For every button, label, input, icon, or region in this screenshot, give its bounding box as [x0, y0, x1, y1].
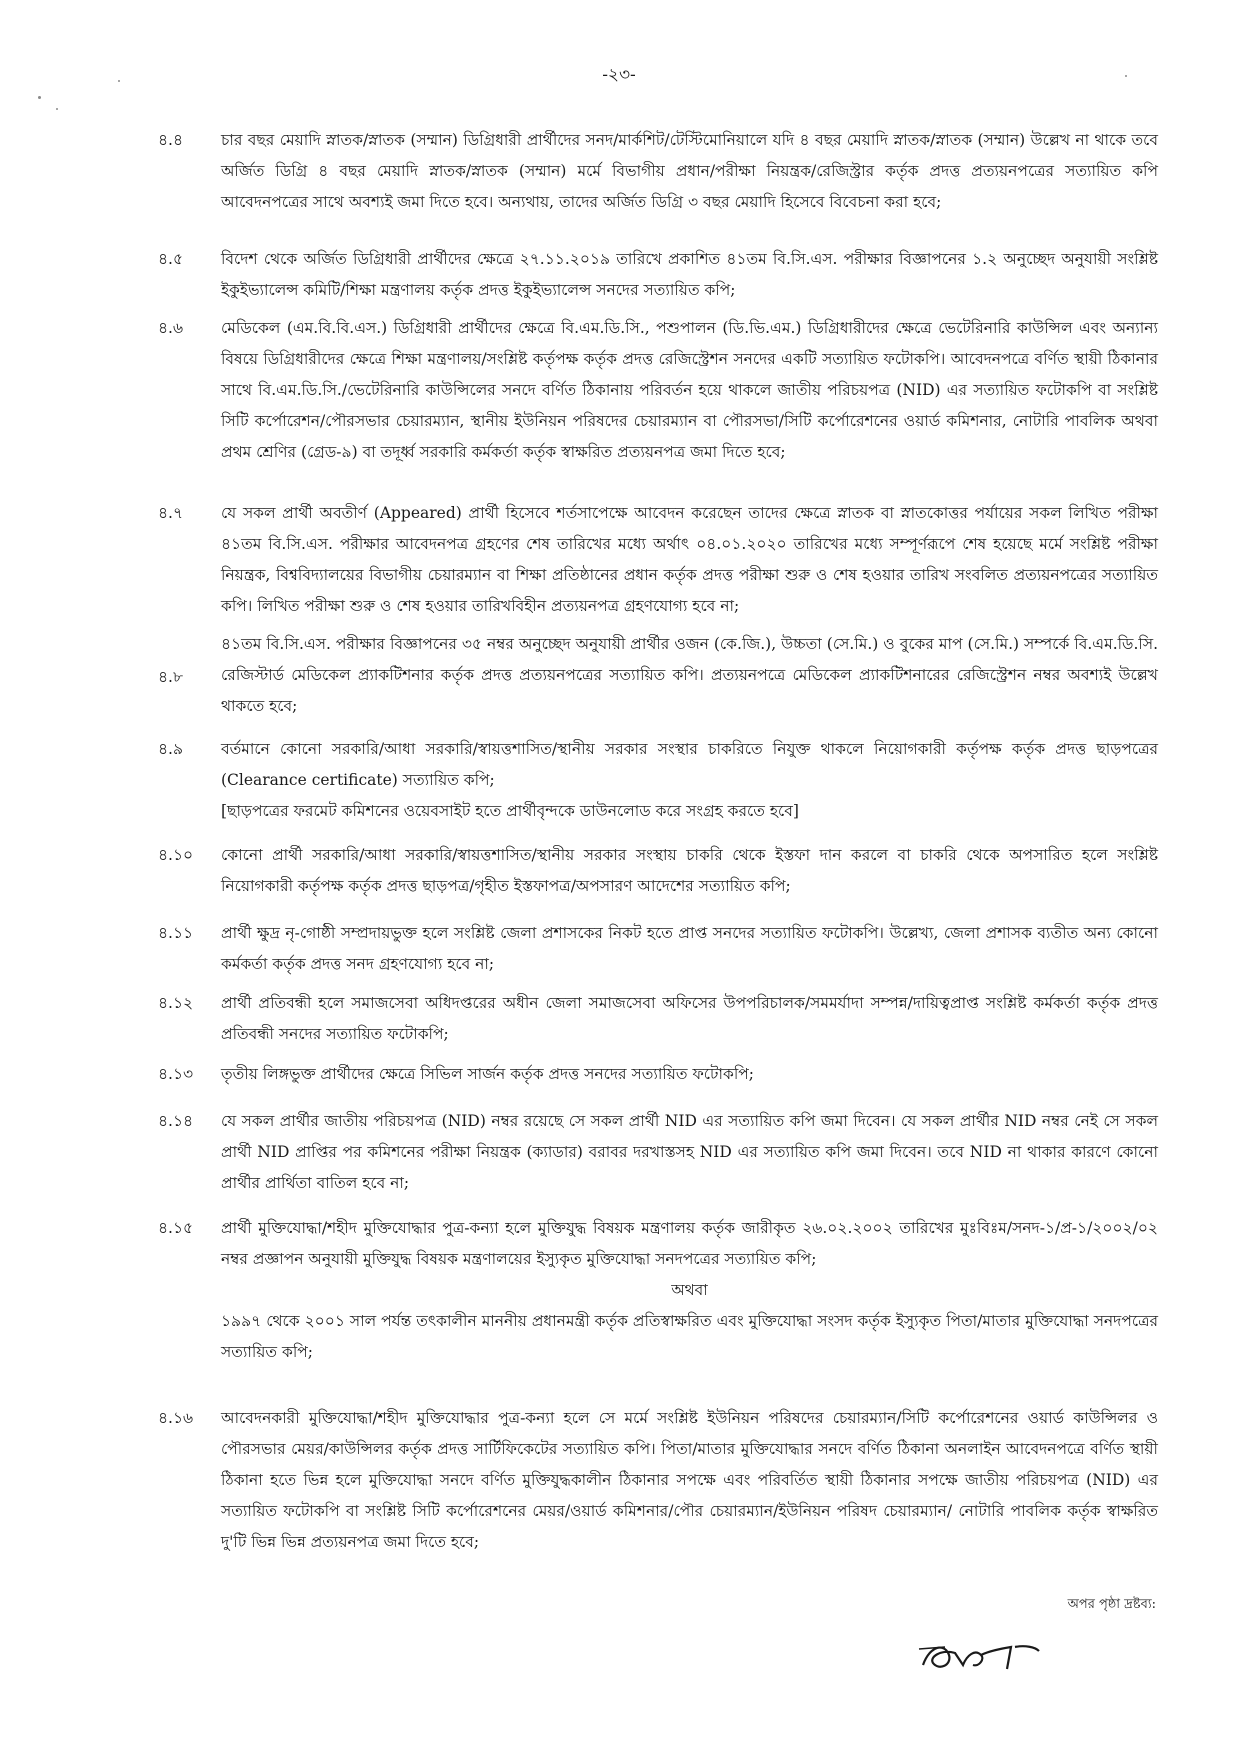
item-text: প্রার্থী প্রতিবন্ধী হলে সমাজসেবা অধিদপ্তরের অধীন জেলা সমাজসেবা অফিসের উপপরিচালক/সমমর্যাদা সম্পন্ন/দায়িত্বপ্রাপ্ত সংশ্লিষ্ট কর্মকর্তা কর্তৃক প্রদত্ত প্রতিবন্ধী সনদের সত্যায়িত ফটোকপি; [221, 994, 1158, 1043]
item-text: যে সকল প্রার্থীর জাতীয় পরিচয়পত্র (NID) নম্বর রয়েছে সে সকল প্রার্থী NID এর সত্যায়িত কপি জমা দিবেন। যে সকল প্রার্থীর NID নম্বর নেই সে সকল প্রার্থী NID প্রাপ্তির পর কমিশনের পরীক্ষা নিয়ন্ত্রক (ক্যাডার) বরাবর দরখাস্তসহ NID এর সত্যায়িত কপি জমা দিবেন। তবে NID না থাকার কারণে কোনো প্রার্থীর প্রার্থিতা বাতিল হবে না; [221, 1112, 1158, 1192]
scan-speck [118, 80, 120, 82]
scan-speck [56, 108, 58, 110]
page-number: -২৩- [602, 65, 636, 85]
item-number: ৪.১৫ [158, 1219, 194, 1237]
signature-icon [915, 1625, 1055, 1685]
item-number: ৪.১১ [158, 924, 194, 942]
item-number: ৪.১০ [158, 846, 194, 864]
item-number: ৪.৫ [158, 250, 184, 268]
list-item [158, 1106, 1158, 1199]
item-number: ৪.৭ [158, 504, 184, 522]
list-item [158, 1213, 1158, 1368]
or-separator: অথবা [671, 1281, 708, 1299]
item-number: ৪.৯ [158, 740, 184, 758]
list-item [158, 1403, 1158, 1558]
list-item [158, 313, 1158, 468]
item-text: বিদেশ থেকে অর্জিত ডিগ্রিধারী প্রার্থীদের ক্ষেত্রে ২৭.১১.২০১৯ তারিখে প্রকাশিত ৪১তম বি.সি.এস. পরীক্ষার বিজ্ঞাপনের ১.২ অনুচ্ছেদ অনুযায়ী সংশ্লিষ্ট ইকুইভ্যালেন্স কমিটি/শিক্ষা মন্ত্রণালয় কর্তৃক প্রদত্ত ইকুইভ্যালেন্স সনদের সত্যায়িত কপি; [221, 250, 1158, 299]
item-text: প্রার্থী ক্ষুদ্র নৃ-গোষ্ঠী সম্প্রদায়ভুক্ত হলে সংশ্লিষ্ট জেলা প্রশাসকের নিকট হতে প্রাপ্ত সনদের সত্যায়িত ফটোকপি। উল্লেখ্য, জেলা প্রশাসক ব্যতীত অন্য কোনো কর্মকর্তা কর্তৃক প্রদত্ত সনদ গ্রহণযোগ্য হবে না; [221, 924, 1158, 973]
list-item [158, 498, 1158, 622]
list-item [158, 244, 1158, 306]
list-item [158, 125, 1158, 218]
item-number: ৪.৪ [158, 131, 184, 149]
item-note: [ছাড়পত্রের ফরমেট কমিশনের ওয়েবসাইট হতে প্রার্থীবৃন্দকে ডাউনলোড করে সংগ্রহ করতে হবে] [221, 802, 799, 820]
item-text: কোনো প্রার্থী সরকারি/আধা সরকারি/স্বায়ত্তশাসিত/স্থানীয় সরকার সংস্থায় চাকরি থেকে ইস্তফা দান করলে বা চাকরি থেকে অপসারিত হলে সংশ্লিষ্ট নিয়োগকারী কর্তৃপক্ষ কর্তৃক প্রদত্ত ছাড়পত্র/গৃহীত ইস্তফাপত্র/অপসারণ আদেশের সত্যায়িত কপি; [221, 846, 1158, 895]
list-item [158, 629, 1158, 722]
item-number: ৪.৬ [158, 319, 184, 337]
item-text: ৪১তম বি.সি.এস. পরীক্ষার বিজ্ঞাপনের ৩৫ নম্বর অনুচ্ছেদ অনুযায়ী প্রার্থীর ওজন (কে.জি.), উচ্চতা (সে.মি.) ও বুকের মাপ (সে.মি.) সম্পর্কে বি.এম.ডি.সি. রেজিস্টার্ড মেডিকেল প্র্যাকটিশনার কর্তৃক প্রদত্ত প্রত্যয়নপত্রের সত্যায়িত কপি। প্রত্যয়নপত্রে মেডিকেল প্র্যাকটিশনারের রেজিস্ট্রেশন নম্বর অবশ্যই উল্লেখ থাকতে হবে; [221, 635, 1158, 715]
item-text: মেডিকেল (এম.বি.বি.এস.) ডিগ্রিধারী প্রার্থীদের ক্ষেত্রে বি.এম.ডি.সি., পশুপালন (ডি.ভি.এম.) ডিগ্রিধারীদের ক্ষেত্রে ভেটেরিনারি কাউন্সিল এবং অন্যান্য বিষয়ে ডিগ্রিধারীদের ক্ষেত্রে শিক্ষা মন্ত্রণালয়/সংশ্লিষ্ট কর্তৃপক্ষ কর্তৃক প্রদত্ত রেজিস্ট্রেশন সনদের একটি সত্যায়িত ফটোকপি। আবেদনপত্রে বর্ণিত স্থায়ী ঠিকানার সাথে বি.এম.ডি.সি./ভেটেরিনারি কাউন্সিলের সনদে বর্ণিত ঠিকানায় পরিবর্তন হয়ে থাকলে জাতীয় পরিচয়পত্র (NID) এর সত্যায়িত ফটোকপি বা সংশ্লিষ্ট সিটি কর্পোরেশন/পৌরসভার চেয়ারম্যান, স্থানীয় ইউনিয়ন পরিষদের চেয়ারম্যান বা পৌরসভা/সিটি কর্পোরেশনের ওয়ার্ড কমিশনার, নোটারি পাবলিক অথবা প্রথম শ্রেণির (গ্রেড-৯) বা তদূর্ধ্ব সরকারি কর্মকর্তা কর্তৃক স্বাক্ষরিত প্রত্যয়নপত্র জমা দিতে হবে; [221, 319, 1158, 461]
item-text: প্রার্থী মুক্তিযোদ্ধা/শহীদ মুক্তিযোদ্ধার পুত্র-কন্যা হলে মুক্তিযুদ্ধ বিষয়ক মন্ত্রণালয় কর্তৃক জারীকৃত ২৬.০২.২০০২ তারিখের মুঃবিঃম/সনদ-১/প্র-১/২০০২/০২ নম্বর প্রজ্ঞাপন অনুযায়ী মুক্তিযুদ্ধ বিষয়ক মন্ত্রণালয়ের ইস্যুকৃত মুক্তিযোদ্ধা সনদপত্রের সত্যায়িত কপি; [221, 1219, 1158, 1268]
scan-speck [1125, 75, 1127, 77]
item-number: ৪.১২ [158, 994, 194, 1012]
scan-speck [38, 96, 41, 99]
item-alt-text: ১৯৯৭ থেকে ২০০১ সাল পর্যন্ত তৎকালীন মাননীয় প্রধানমন্ত্রী কর্তৃক প্রতিস্বাক্ষরিত এবং মুক্তিযোদ্ধা সংসদ কর্তৃক ইস্যুকৃত পিতা/মাতার মুক্তিযোদ্ধা সনদপত্রের সত্যায়িত কপি; [221, 1312, 1158, 1361]
item-text: চার বছর মেয়াদি স্নাতক/স্নাতক (সম্মান) ডিগ্রিধারী প্রার্থীদের সনদ/মার্কশিট/টেস্টিমোনিয়ালে যদি ৪ বছর মেয়াদি স্নাতক/স্নাতক (সম্মান) উল্লেখ না থাকে তবে অর্জিত ডিগ্রি ৪ বছর মেয়াদি স্নাতক/স্নাতক (সম্মান) মর্মে বিভাগীয় প্রধান/পরীক্ষা নিয়ন্ত্রক/রেজিস্ট্রার কর্তৃক প্রদত্ত প্রত্যয়নপত্রের সত্যায়িত কপি আবেদনপত্রের সাথে অবশ্যই জমা দিতে হবে। অন্যথায়, তাদের অর্জিত ডিগ্রি ৩ বছর মেয়াদি হিসেবে বিবেচনা করা হবে; [221, 131, 1158, 211]
list-item [158, 918, 1158, 980]
list-item [158, 840, 1158, 902]
item-text: আবেদনকারী মুক্তিযোদ্ধা/শহীদ মুক্তিযোদ্ধার পুত্র-কন্যা হলে সে মর্মে সংশ্লিষ্ট ইউনিয়ন পরিষদের চেয়ারম্যান/সিটি কর্পোরেশনের ওয়ার্ড কাউন্সিলর ও পৌরসভার মেয়র/কাউন্সিলর কর্তৃক প্রদত্ত সার্টিফিকেটের সত্যায়িত কপি। পিতা/মাতার মুক্তিযোদ্ধার সনদে বর্ণিত ঠিকানা অনলাইন আবেদনপত্রে বর্ণিত স্থায়ী ঠিকানা হতে ভিন্ন হলে মুক্তিযোদ্ধা সনদে বর্ণিত মুক্তিযুদ্ধকালীন ঠিকানার সপক্ষে এবং পরিবর্তিত স্থায়ী ঠিকানার সপক্ষে জাতীয় পরিচয়পত্র (NID) এর সত্যায়িত ফটোকপি বা সংশ্লিষ্ট সিটি কর্পোরেশনের মেয়র/ওয়ার্ড কমিশনার/পৌর চেয়ারম্যান/ইউনিয়ন পরিষদ চেয়ারম্যান/ নোটারি পাবলিক কর্তৃক স্বাক্ষরিত দু'টি ভিন্ন ভিন্ন প্রত্যয়নপত্র জমা দিতে হবে; [221, 1409, 1158, 1551]
item-number: ৪.১৩ [158, 1065, 194, 1083]
list-item [158, 1059, 1158, 1090]
item-text: তৃতীয় লিঙ্গভুক্ত প্রার্থীদের ক্ষেত্রে সিভিল সার্জন কর্তৃক প্রদত্ত সনদের সত্যায়িত ফটোকপি; [221, 1065, 754, 1083]
item-number: ৪.৮ [158, 668, 184, 686]
list-item [158, 734, 1158, 827]
continued-note: অপর পৃষ্ঠা দ্রষ্টব্য: [1067, 1597, 1156, 1612]
list-item [158, 988, 1158, 1050]
item-text: বর্তমানে কোনো সরকারি/আধা সরকারি/স্বায়ত্তশাসিত/স্থানীয় সরকার সংস্থার চাকরিতে নিযুক্ত থাকলে নিয়োগকারী কর্তৃপক্ষ কর্তৃক প্রদত্ত ছাড়পত্রের (Clearance certificate) সত্যায়িত কপি; [221, 740, 1158, 789]
item-number: ৪.১৬ [158, 1409, 194, 1427]
item-number: ৪.১৪ [158, 1112, 194, 1130]
item-text: যে সকল প্রার্থী অবতীর্ণ (Appeared) প্রার্থী হিসেবে শর্তসাপেক্ষে আবেদন করেছেন তাদের ক্ষেত্রে স্নাতক বা স্নাতকোত্তর পর্যায়ের সকল লিখিত পরীক্ষা ৪১তম বি.সি.এস. পরীক্ষার আবেদনপত্র গ্রহণের শেষ তারিখের মধ্যে অর্থাৎ ০৪.০১.২০২০ তারিখের মধ্যে সম্পূর্ণরূপে শেষ হয়েছে মর্মে সংশ্লিষ্ট পরীক্ষা নিয়ন্ত্রক, বিশ্ববিদ্যালয়ের বিভাগীয় চেয়ারম্যান বা শিক্ষা প্রতিষ্ঠানের প্রধান কর্তৃক প্রদত্ত পরীক্ষা শুরু ও শেষ হওয়ার তারিখ সংবলিত প্রত্যয়নপত্রের সত্যায়িত কপি। লিখিত পরীক্ষা শুরু ও শেষ হওয়ার তারিখবিহীন প্রত্যয়নপত্র গ্রহণযোগ্য হবে না; [221, 504, 1158, 615]
